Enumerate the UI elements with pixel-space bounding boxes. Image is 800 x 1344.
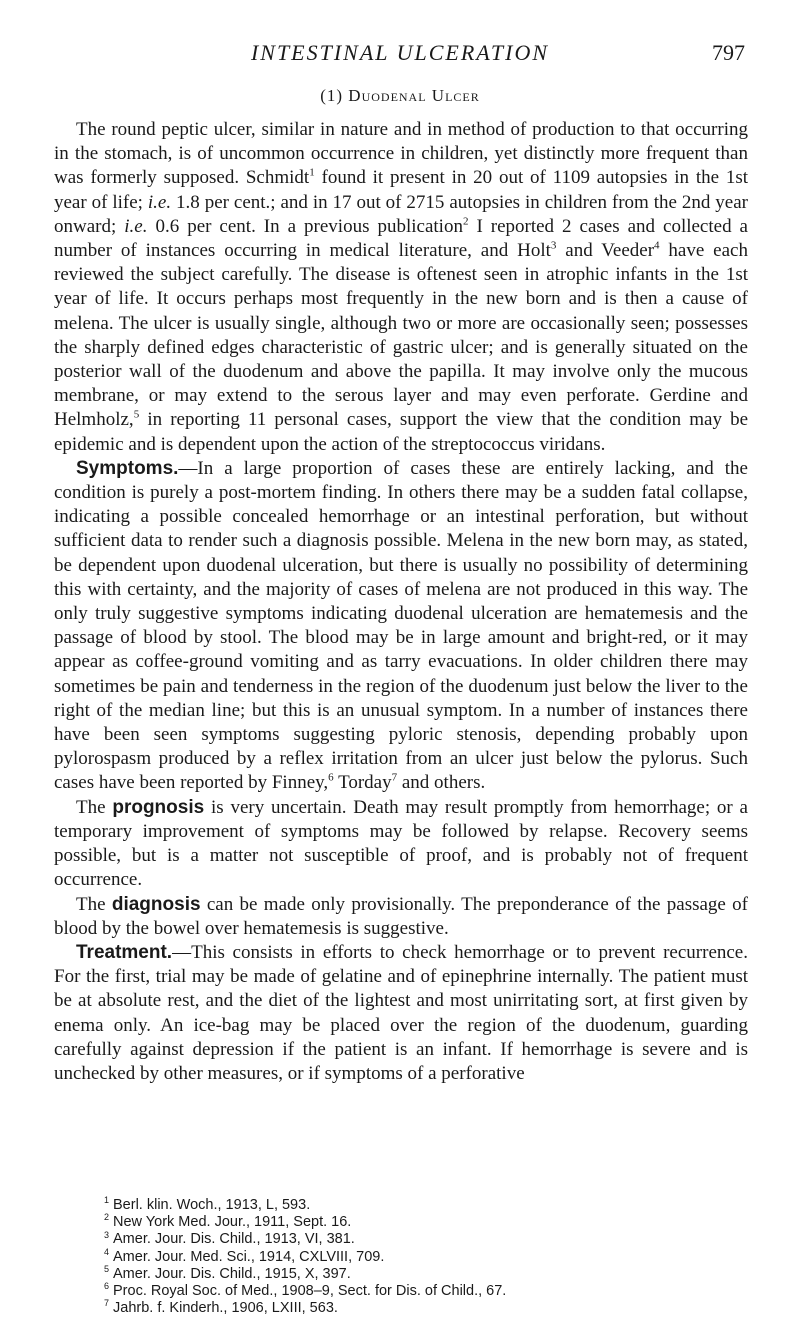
text-run: and others. [397, 772, 486, 794]
text-run: in reporting 11 personal cases, support the view that the condition may be epidemic and is dependent upon the action of the streptococcus viridans. [54, 409, 748, 455]
footnotes [104, 1197, 704, 1317]
footnote [104, 1263, 704, 1283]
italic-abbrev: i.e. [147, 191, 172, 213]
text-run: have each reviewed the subject carefully. The disease is oftenest seen in atrophic infants in the 1st year of life. It occurs perhaps most frequently in the new born and is then a cause of melena. The ulcer is usually single, although two or more are occasionally seen; possesses the sharply defined edges characteristic of gastric ulcer; and is generally situated on the posterior wall of the duodenum and above the papilla. It may involve only the mucous membrane, or may extend to the serous layer and may even perforate. Gerdine and Helmholz, [54, 240, 748, 431]
section-heading: (1) Duodenal Ulcer [320, 86, 480, 105]
footnote-ref: 7 [391, 772, 398, 785]
page-number: 797 [712, 40, 745, 65]
footnote [104, 1283, 704, 1300]
footnote-mark: 1 [104, 1195, 110, 1206]
footnote-ref: 4 [654, 239, 660, 252]
text-run: Torday [333, 772, 392, 794]
footnote [104, 1197, 704, 1214]
paragraph-treatment [54, 941, 748, 1086]
footnote [104, 1214, 704, 1231]
footnote-text: Amer. Jour. Dis. Child., 1913, VI, 381. [113, 1231, 355, 1248]
text-run: The [76, 893, 112, 915]
footnote-text: Berl. klin. Woch., 1913, L, 593. [113, 1197, 311, 1213]
footnote-text: Amer. Jour. Dis. Child., 1915, X, 397. [113, 1265, 351, 1282]
footnote-mark: 5 [104, 1263, 110, 1274]
footnote-text: Jahrb. f. Kinderh., 1906, LXIII, 563. [113, 1300, 338, 1317]
running-head-title: INTESTINAL ULCERATION [250, 40, 550, 65]
footnote-ref: 5 [133, 409, 140, 422]
footnote-ref: 6 [328, 772, 334, 785]
paragraph-symptoms [54, 457, 748, 796]
text-run: is very uncertain. Death may result promptly from hemorrhage; or a temporary improvement of symptoms may be followed by relapse. Recovery seems possible, but is a matter not susceptible of proof, and is probably not of frequent occurrence. [54, 796, 748, 891]
running-head [55, 40, 745, 74]
prognosis-heading: prognosis [112, 796, 205, 818]
text-run: 1.8 per cent.; and in 17 out of 2715 autopsies in children from the 2nd year onward; [54, 191, 748, 237]
text-run: The [76, 796, 113, 818]
footnote-ref: 3 [550, 239, 557, 252]
body-text [54, 118, 748, 1086]
footnote-text: Proc. Royal Soc. of Med., 1908–9, Sect. for Dis. of Child., 67. [113, 1283, 507, 1300]
text-run: I reported 2 cases and collected a number of instances occurring in medical literature, and Holt [54, 215, 748, 262]
text-run: found it present in 20 out of 1109 autopsies in the 1st year of life; [54, 167, 748, 213]
footnote-mark: 6 [104, 1281, 110, 1292]
footnote-text: Amer. Jour. Med. Sci., 1914, CXLVIII, 709. [113, 1248, 385, 1265]
footnote-text: New York Med. Jour., 1911, Sept. 16. [113, 1214, 352, 1231]
paragraph-diagnosis [54, 893, 748, 941]
footnote-ref: 2 [462, 215, 469, 228]
text-run: —In a large proportion of cases these are entirely lacking, and the condition is purely a post-mortem finding. In others there may be a sudden fatal collapse, indicating a possible concealed hemorrhage or an intestinal perforation, but without sufficient data to render such a diagnosis possible. Melena in the new born may, as stated, be dependent upon duodenal ulceration, but there is usually no possibility of determining this with certainty, and the majority of cases of melena are not produced in this way. The only truly suggestive symptoms indicating duodenal ulceration are hematemesis and the passage of blood by stool. The blood may be in large amount and bright-red, or it may appear as coffee-ground vomiting and as tarry evacuations. In older children there may sometimes be pain and tenderness in the region of the duodenum just below the liver to the right of the median line; but this is an unusual symptom. In a number of instances there have been seen symptoms suggesting pyloric stenosis, depending probably upon pylorospasm produced by a reflex irritation from an ulcer just below the pylorus. Such cases have been reported by Finney, [54, 457, 748, 794]
footnote-ref: 1 [309, 167, 315, 180]
italic-abbrev: i.e. [124, 215, 148, 237]
text-run: The round peptic ulcer, similar in nature and in method of production to that occurring in the stomach, is of uncommon occurrence in children, yet distinctly more frequent than was formerly supposed. Schmidt [54, 119, 748, 189]
symptoms-heading: Symptoms. [76, 457, 179, 479]
paragraph-prognosis [54, 796, 748, 893]
text-run: —This consists in efforts to check hemorrhage or to prevent recurrence. For the first, trial may be made of gelatine and of epinephrine internally. The patient must be at absolute rest, and the diet of the lightest and most unirritating sort, at first given by enema only. An ice-bag may be placed over the region of the duodenum, guarding carefully against depression if the patient is an infant. If hemorrhage is severe and is unchecked by other measures, or if symptoms of a perforative [54, 941, 748, 1084]
text-run: can be made only provisionally. The preponderance of the passage of blood by the bowel over hematemesis is suggestive. [54, 893, 748, 939]
footnote-mark: 2 [104, 1212, 110, 1223]
footnote-mark: 7 [104, 1298, 110, 1309]
paragraph-introduction [54, 118, 748, 457]
text-run: and Veeder [556, 240, 655, 262]
treatment-heading: Treatment. [76, 941, 173, 963]
footnote [104, 1246, 704, 1266]
footnote [104, 1300, 704, 1317]
text-run: 0.6 per cent. In a previous publication [147, 215, 463, 237]
diagnosis-heading: diagnosis [111, 893, 201, 915]
footnote-mark: 3 [104, 1229, 110, 1240]
footnote [104, 1231, 704, 1248]
footnote-mark: 4 [104, 1246, 110, 1257]
